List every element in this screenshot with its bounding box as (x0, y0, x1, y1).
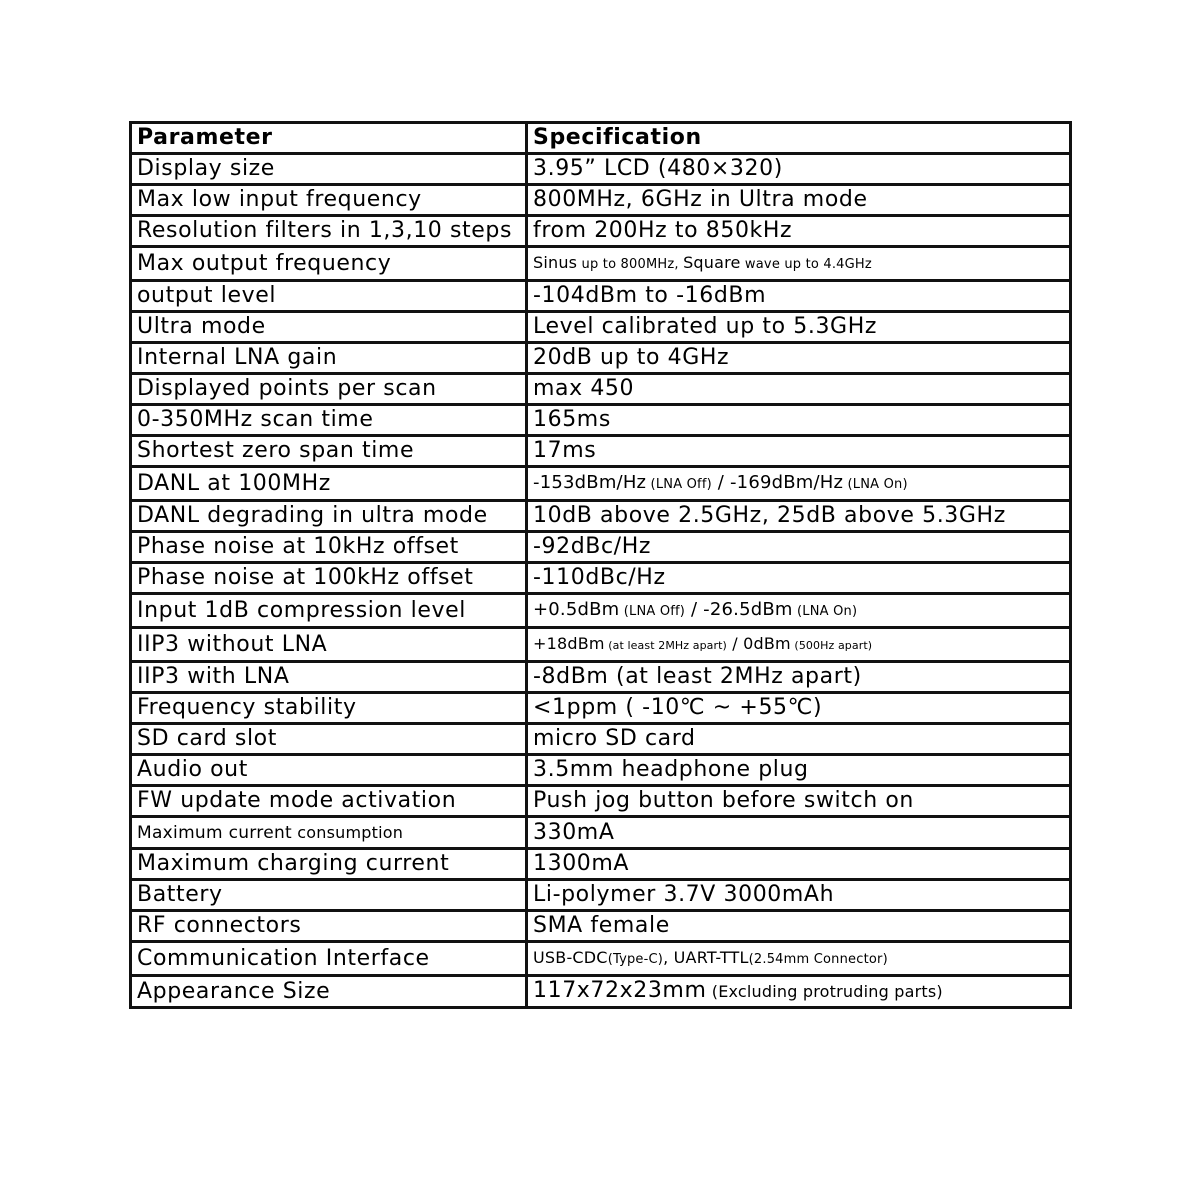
table-row (131, 755, 1071, 786)
table-row (131, 247, 1071, 281)
table-row (131, 532, 1071, 563)
spec-text: (at least 2MHz apart) (604, 639, 727, 652)
spec-text: (LNA Off) (646, 477, 712, 492)
specification-cell: -104dBm to -16dBm (527, 281, 1071, 312)
parameter-cell: 0-350MHz scan time (131, 405, 527, 436)
specification-cell: -8dBm (at least 2MHz apart) (527, 662, 1071, 693)
spec-text: USB-CDC (533, 948, 608, 967)
table-row (131, 942, 1071, 976)
parameter-cell: SD card slot (131, 724, 527, 755)
spec-text: +18dBm (533, 634, 605, 653)
spec-text: (LNA Off) (619, 604, 686, 619)
header-specification: Specification (527, 123, 1071, 154)
specification-cell (527, 628, 1071, 662)
spec-text: +0.5dBm (533, 599, 620, 620)
parameter-cell: IIP3 with LNA (131, 662, 527, 693)
specification-cell: 10dB above 2.5GHz, 25dB above 5.3GHz (527, 501, 1071, 532)
parameter-cell: Phase noise at 10kHz offset (131, 532, 527, 563)
specification-cell: 3.5mm headphone plug (527, 755, 1071, 786)
specification-cell (527, 467, 1071, 501)
spec-text: / -169dBm/Hz (711, 472, 844, 493)
spec-text: Sinus (533, 253, 578, 272)
spec-text: (Excluding protruding parts) (706, 982, 943, 1001)
table-row (131, 185, 1071, 216)
table-row (131, 374, 1071, 405)
table-header-row (131, 123, 1071, 154)
spec-text: up to 800MHz, (577, 257, 684, 272)
specification-cell (527, 247, 1071, 281)
specification-cell: -92dBc/Hz (527, 532, 1071, 563)
spec-text: (Type-C) (607, 952, 664, 967)
table-row (131, 405, 1071, 436)
specification-cell: SMA female (527, 911, 1071, 942)
table-row (131, 911, 1071, 942)
table-row (131, 281, 1071, 312)
specification-cell: 165ms (527, 405, 1071, 436)
spec-text: Square (683, 253, 741, 272)
table-row (131, 563, 1071, 594)
parameter-cell: Max output frequency (131, 247, 527, 281)
spec-text: / -26.5dBm (685, 599, 793, 620)
parameter-cell: Frequency stability (131, 693, 527, 724)
table-row (131, 724, 1071, 755)
specification-cell: max 450 (527, 374, 1071, 405)
parameter-cell: Ultra mode (131, 312, 527, 343)
table-row (131, 594, 1071, 628)
table-row (131, 154, 1071, 185)
spec-text: wave up to 4.4GHz (740, 257, 872, 272)
spec-text: (2.54mm Connector) (748, 952, 888, 967)
parameter-cell: Maximum charging current (131, 849, 527, 880)
table-row (131, 467, 1071, 501)
header-parameter: Parameter (131, 123, 527, 154)
spec-text: / 0dBm (726, 634, 791, 653)
table-row (131, 216, 1071, 247)
specification-cell: Push jog button before switch on (527, 786, 1071, 817)
spec-table (129, 121, 1072, 1009)
parameter-cell: Resolution filters in 1,3,10 steps (131, 216, 527, 247)
specification-cell: 1300mA (527, 849, 1071, 880)
specification-cell: from 200Hz to 850kHz (527, 216, 1071, 247)
specification-cell: Li-polymer 3.7V 3000mAh (527, 880, 1071, 911)
table-row (131, 786, 1071, 817)
parameter-cell: Phase noise at 100kHz offset (131, 563, 527, 594)
parameter-cell (131, 817, 527, 849)
table-row (131, 312, 1071, 343)
table-row (131, 628, 1071, 662)
parameter-cell: RF connectors (131, 911, 527, 942)
specification-cell: micro SD card (527, 724, 1071, 755)
spec-text: (LNA On) (792, 604, 858, 619)
parameter-cell: Input 1dB compression level (131, 594, 527, 628)
specification-cell: 17ms (527, 436, 1071, 467)
table-row (131, 976, 1071, 1008)
parameter-cell: IIP3 without LNA (131, 628, 527, 662)
parameter-cell: Communication Interface (131, 942, 527, 976)
parameter-cell: FW update mode activation (131, 786, 527, 817)
specification-cell: 20dB up to 4GHz (527, 343, 1071, 374)
table-row (131, 343, 1071, 374)
table-row (131, 849, 1071, 880)
parameter-cell: Shortest zero span time (131, 436, 527, 467)
parameter-cell: DANL at 100MHz (131, 467, 527, 501)
spec-text: (500Hz apart) (790, 639, 873, 652)
specification-cell: Level calibrated up to 5.3GHz (527, 312, 1071, 343)
table-row (131, 817, 1071, 849)
specification-cell (527, 976, 1071, 1008)
table-row (131, 693, 1071, 724)
table-row (131, 501, 1071, 532)
parameter-cell: output level (131, 281, 527, 312)
spec-text: , UART-TTL (663, 948, 749, 967)
parameter-cell: Max low input frequency (131, 185, 527, 216)
spec-text: -153dBm/Hz (533, 472, 647, 493)
specification-cell: 800MHz, 6GHz in Ultra mode (527, 185, 1071, 216)
parameter-cell: Internal LNA gain (131, 343, 527, 374)
spec-text: (LNA On) (843, 477, 908, 492)
specification-cell: 330mA (527, 817, 1071, 849)
specification-cell (527, 942, 1071, 976)
table-row (131, 662, 1071, 693)
parameter-cell: Display size (131, 154, 527, 185)
specification-cell: 3.95” LCD (480×320) (527, 154, 1071, 185)
parameter-cell: Battery (131, 880, 527, 911)
parameter-cell: Displayed points per scan (131, 374, 527, 405)
spec-text: 117x72x23mm (533, 978, 707, 1003)
parameter-cell: DANL degrading in ultra mode (131, 501, 527, 532)
specification-cell (527, 594, 1071, 628)
param-text: Maximum current (137, 823, 292, 843)
table-row (131, 436, 1071, 467)
param-text: consumption (292, 823, 404, 842)
specification-cell: -110dBc/Hz (527, 563, 1071, 594)
table-row (131, 880, 1071, 911)
parameter-cell: Audio out (131, 755, 527, 786)
parameter-cell: Appearance Size (131, 976, 527, 1008)
specification-cell: <1ppm ( -10℃ ~ +55℃) (527, 693, 1071, 724)
